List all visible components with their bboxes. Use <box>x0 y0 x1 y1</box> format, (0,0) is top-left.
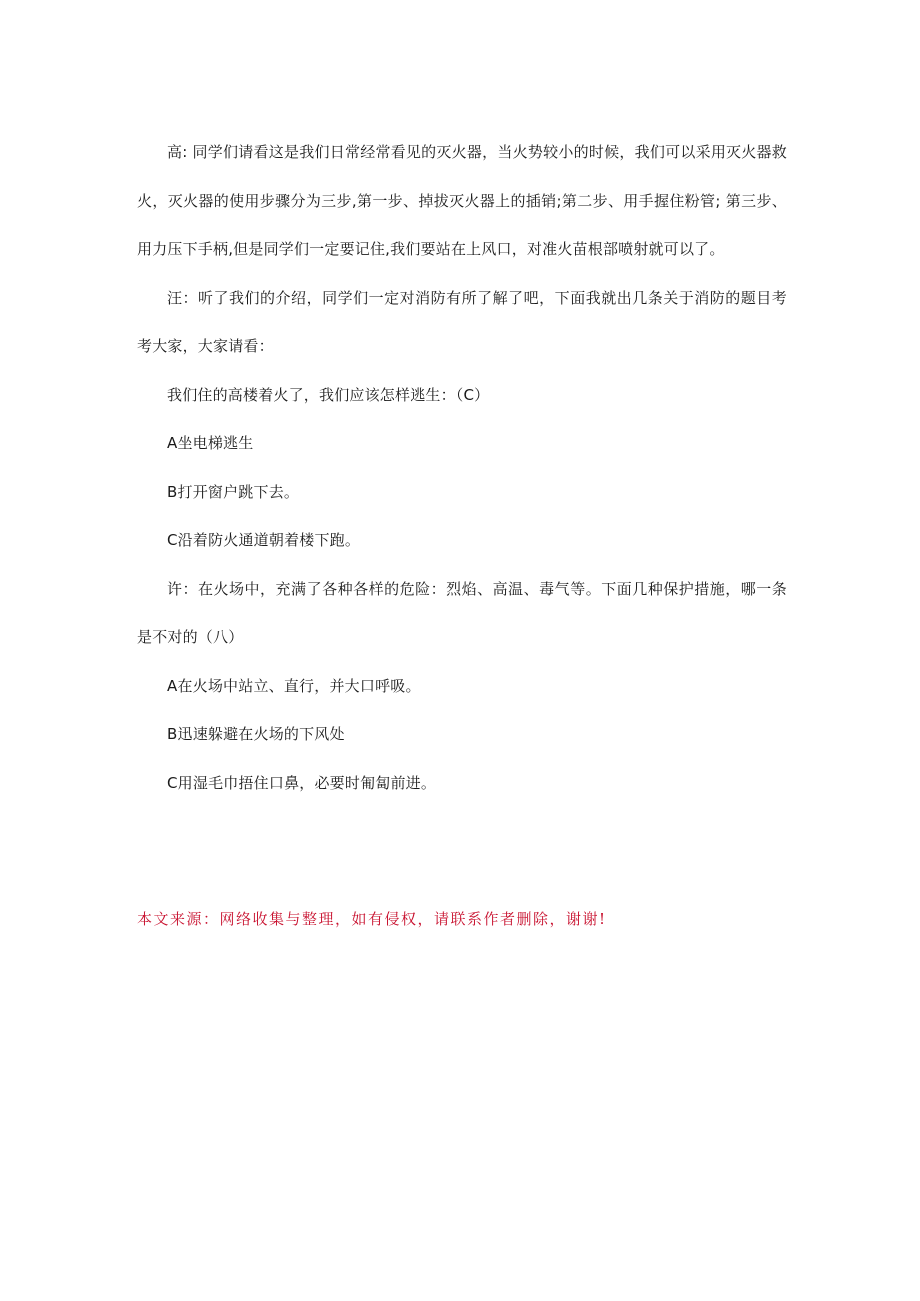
question-2-option-a: A在火场中站立、直行，并大口呼吸。 <box>167 676 421 695</box>
question-1: 我们住的高楼着火了，我们应该怎样逃生：（C） <box>167 385 490 404</box>
question-2: 许：在火场中，充满了各种各样的危险：烈焰、高温、毒气等。下面几种保护措施，哪一条是不对的（八） <box>137 579 787 646</box>
paragraph-quiz-intro: 汪：听了我们的介绍，同学们一定对消防有所了解了吧，下面我就出几条关于消防的题目考考大家，大家请看： <box>137 288 787 355</box>
question-2-option-c: C用湿毛巾捂住口鼻，必要时匍匐前进。 <box>167 773 437 792</box>
source-disclaimer: 本文来源：网络收集与整理，如有侵权，请联系作者删除，谢谢! <box>137 910 607 928</box>
question-1-option-c: C沿着防火通道朝着楼下跑。 <box>167 531 361 549</box>
question-1-option-a: A坐电梯逃生 <box>167 434 254 452</box>
question-1-option-b: B打开窗户跳下去。 <box>167 482 300 501</box>
document-body <box>137 128 787 807</box>
paragraph-fire-extinguisher-intro: 高: 同学们请看这是我们日常经常看见的灭火器，当火势较小的时候，我们可以采用灭火器救火，灭火器的使用步骤分为三步,第一步、掉拔灭火器上的插销;第二步、用手握住粉管; 第三步、用力压下手柄,但是同学们一定要记住,我们要站在上风口，对准火苗根部喷射就可以了。 <box>137 143 787 258</box>
question-2-option-b: B迅速躲避在火场的下风处 <box>167 725 345 743</box>
